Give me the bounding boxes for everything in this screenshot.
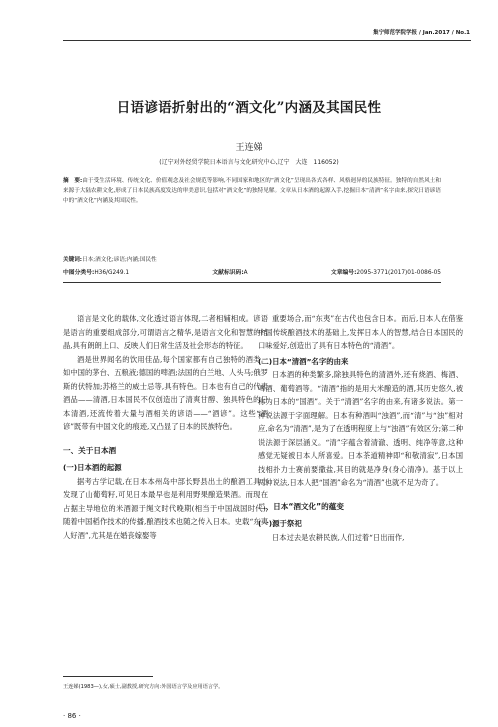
doc-code-label: 文献标识码: bbox=[212, 270, 244, 276]
abstract-text: 由于受生活环境、传统文化、价值观念及社会规范等影响,不同国家和地区的“酒文化”呈现出各式各样、风格迥异的民族特征。独特的自然风土和来源于大陆农耕文化,形成了日本民族高度发达的审美意识,包括对“酒文化”的独特见解。文章从日本酒的起源入手,挖掘日本“清酒”名字由来,探究日语谚语中的“酒文化”内涵及其国民性。 bbox=[63, 178, 441, 205]
subsection-heading: (一)源于祭祀 bbox=[258, 519, 302, 528]
keywords-label: 关键词: bbox=[63, 257, 83, 263]
clc-value: H36/G249.1 bbox=[94, 270, 130, 276]
article-no-label: 文章编号: bbox=[330, 270, 357, 276]
body-paragraph: 日本过去是农耕民族,人们过着“日出而作, bbox=[272, 532, 405, 542]
right-column bbox=[258, 312, 463, 544]
abstract-rule bbox=[63, 282, 441, 283]
section-heading: 一、关于日本酒 bbox=[63, 445, 117, 455]
doc-code-field bbox=[212, 267, 247, 276]
clc-field bbox=[63, 267, 129, 276]
abstract-block bbox=[63, 176, 441, 207]
header-rule bbox=[63, 40, 471, 41]
article-author: 王连娣 bbox=[235, 143, 263, 153]
subsection-heading: (二)日本“清酒”名字的由来 bbox=[258, 356, 349, 366]
body-paragraph: 酒是世界闻名的饮用佳品,每个国家都有自己独特的酒类。如中国的茅台、五粮液;德国的啤酒;法国的白兰地、人头马;俄罗斯的伏特加;苏格兰的威士忌等,具有特色。日本也有自己的代表酒品——清酒,日本国民不仅创造出了清爽甘醇、独具特色的日本清酒,还流传着大量与酒相关的谚语——“酒谚”。这些“酒谚”既带有中国文化的痕迹,又凸显了日本的民族特色。 bbox=[63, 354, 268, 431]
article-no-field bbox=[331, 267, 441, 276]
left-column bbox=[63, 312, 268, 542]
author-affiliation: (辽宁对外经贸学院日本语言与文化研究中心,辽宁 大连 116052) bbox=[159, 159, 339, 166]
subsection-heading: (一)日本酒的起源 bbox=[63, 463, 122, 472]
article-title: 日语谚语折射出的“酒文化”内涵及其国民性 bbox=[116, 100, 382, 116]
keywords-line bbox=[63, 255, 441, 263]
author-footnote: 王连娣(1983—),女,硕士,副教授,研究方向:外国语言学及应用语言学。 bbox=[63, 684, 224, 690]
keywords-text: 日本;酒文化;谚语;内涵;国民性 bbox=[82, 257, 157, 263]
article-no-value: 2095-3771(2017)01-0086-05 bbox=[356, 270, 441, 276]
body-paragraph: 日本酒的种类繁多,除独具特色的清酒外,还有烧酒、梅酒、啤酒、葡萄酒等。“清酒”指的是用大米酿造的酒,其历史悠久,被称为日本的“国酒”。关于“清酒”名字的由来,有诸多说法。第一种说法源于字面理解。日本有种酒叫“浊酒”,而“清”与“浊”相对应,命名为“清酒”,是为了在透明程度上与“浊酒”有效区分;第二种说法源于深层涵义。“清”字蕴含着清澈、透明、纯净等意,这种感觉无疑被日本人所喜爱。日本茶道精神即“和敬清寂”,日本国技相扑力士赛前要撒盐,其目的就是净身(身心清净)。基于以上两种说法,日本人把“国酒”命名为“清酒”也就不足为奇了。 bbox=[258, 370, 463, 487]
doc-code-value: A bbox=[243, 270, 248, 276]
body-paragraph: 重要场合,而“东夷”在古代也包含日本。而后,日本人在借鉴中国传统酿酒技术的基础上,发挥日本人的智慧,结合日本国民的口味爱好,创造出了具有日本特色的“清酒”。 bbox=[258, 314, 463, 350]
page-number: · 86 · bbox=[63, 712, 81, 720]
classification-line bbox=[63, 267, 441, 276]
section-heading: 二、日本“酒文化”的蕴变 bbox=[258, 501, 344, 511]
clc-label: 中图分类号: bbox=[63, 270, 95, 276]
body-paragraph: 语言是文化的载体,文化透过语言体现,二者相辅相成。谚语是语言的重要组成部分,可谓语言之精华,是语言文化和智慧的结晶,具有朗朗上口、反映人们日常生活及社会形态的特征。 bbox=[63, 314, 268, 350]
abstract-label: 摘 要: bbox=[63, 178, 83, 184]
journal-header: 集宁师范学院学报 / Jan.2017 / No.1 bbox=[372, 30, 470, 36]
body-paragraph: 据考古学记载,在日本本州岛中部长野县出土的酿酒工具上发现了山葡萄籽,可见日本最早也是利用野果酿造果酒。而现在占据主导地位的米酒源于绳文时代晚期(相当于中国战国时代),随着中国稻作技术的传播,酿酒技术也随之传入日本。史载“东夷人好酒”,尤其是在婚丧嫁娶等 bbox=[63, 476, 268, 540]
footnote-rule bbox=[63, 676, 153, 677]
